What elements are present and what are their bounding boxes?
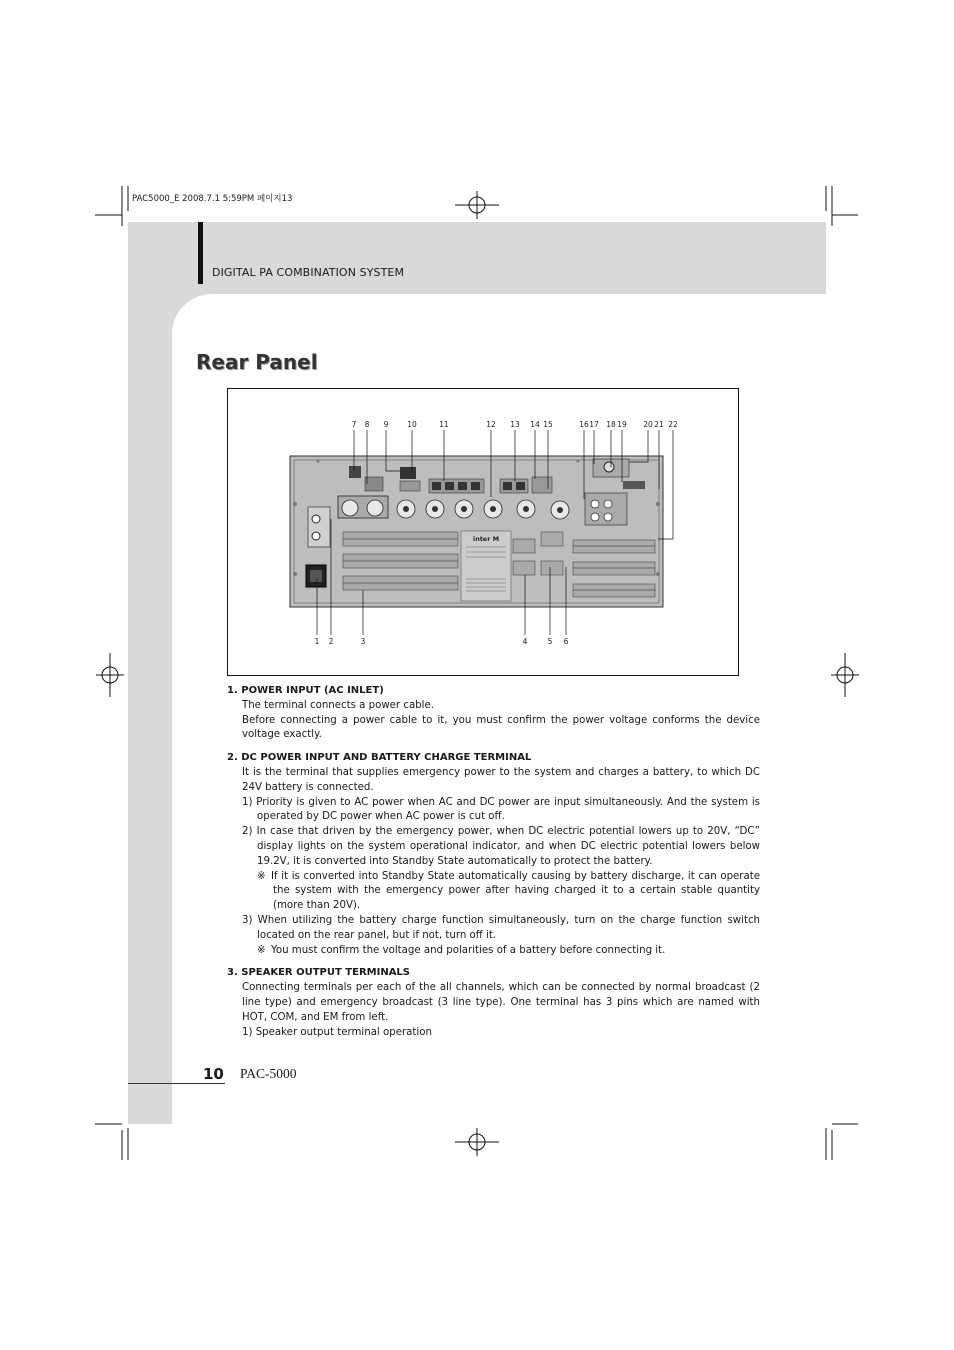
paragraph: 1) Speaker output terminal operation xyxy=(242,1026,432,1038)
callout-10: 10 xyxy=(407,420,417,429)
section-title: 1. POWER INPUT (AC INLET) xyxy=(227,685,384,696)
section-title: 2. DC POWER INPUT AND BATTERY CHARGE TERMINAL xyxy=(227,752,532,764)
note-mark: ※ xyxy=(257,944,266,956)
callout-12: 12 xyxy=(486,420,496,429)
list-item: 3) When utilizing the battery charge function simultaneously, turn on the charge function switch located on the rear panel, but if not, turn off it. xyxy=(242,914,760,941)
callout-2: 2 xyxy=(328,637,334,646)
callout-5: 5 xyxy=(547,637,553,646)
callout-22: 22 xyxy=(668,420,678,429)
callout-9: 9 xyxy=(383,420,389,429)
rear-panel-drawing xyxy=(228,389,737,674)
header-band xyxy=(128,222,826,294)
callout-13: 13 xyxy=(510,420,520,429)
page-number: 10 xyxy=(203,1065,224,1083)
section-power-input xyxy=(227,684,760,743)
body-content xyxy=(227,684,760,1040)
paragraph: Before connecting a power cable to it, you must confirm the power voltage conforms the device voltage exactly. xyxy=(242,714,760,741)
list-item: 1) Priority is given to AC power when AC and DC power are input simultaneously. And the system is operated by DC power when AC power is cut off. xyxy=(242,796,760,823)
paragraph: The terminal connects a power cable. xyxy=(242,699,434,711)
callout-7: 7 xyxy=(351,420,357,429)
callout-4: 4 xyxy=(522,637,528,646)
side-band xyxy=(128,222,172,1124)
rear-panel-figure xyxy=(227,388,739,676)
callout-8: 8 xyxy=(364,420,370,429)
callout-19: 19 xyxy=(617,420,627,429)
callout-18: 18 xyxy=(606,420,616,429)
model-name: PAC-5000 xyxy=(240,1066,297,1081)
callout-21: 21 xyxy=(654,420,664,429)
header-label: DIGITAL PA COMBINATION SYSTEM xyxy=(212,266,405,279)
section-dc-power xyxy=(227,751,760,958)
section-title: 3. SPEAKER OUTPUT TERMINALS xyxy=(227,967,411,979)
paragraph: It is the terminal that supplies emergency power to the system and charges a battery, to which DC 24V battery is connected. xyxy=(242,766,760,793)
note xyxy=(257,870,760,914)
callout-3: 3 xyxy=(360,637,366,646)
section-speaker-output xyxy=(227,966,760,1040)
note xyxy=(257,944,760,959)
note-text: If it is converted into Standby State automatically causing by battery discharge, it can operate the system with the emergency power after having charged it to a certain stable quantity (more than 20V). xyxy=(271,870,760,912)
callout-16: 16 xyxy=(579,420,589,429)
callout-1: 1 xyxy=(314,637,320,646)
note-text: You must confirm the voltage and polarities of a battery before connecting it. xyxy=(271,944,666,956)
brand-logo: inter M xyxy=(472,535,500,543)
paragraph: Connecting terminals per each of the all channels, which can be connected by normal broadcast (2 line type) and emergency broadcast (3 line type). One terminal has 3 pins which are named with HOT, COM, and EM from left. xyxy=(242,982,760,1023)
callout-17: 17 xyxy=(589,420,599,429)
callout-15: 15 xyxy=(543,420,553,429)
callout-6: 6 xyxy=(563,637,569,646)
list-item: 2) In case that driven by the emergency power, when DC electric potential lowers up to 20V, “DC” display lights on the system operational indicator, and when DC electric potential lowers below 19.2V, it is converted into Standby State automatically to protect the battery. xyxy=(242,826,760,867)
footer-rule xyxy=(128,1083,225,1084)
callout-11: 11 xyxy=(439,420,449,429)
header-accent-bar xyxy=(198,222,203,284)
note-mark: ※ xyxy=(257,870,266,882)
callout-20: 20 xyxy=(643,420,653,429)
callout-14: 14 xyxy=(530,420,540,429)
page-title: Rear Panel xyxy=(196,350,318,374)
print-slug: PAC5000_E 2008.7.1 5:59PM 페이지13 xyxy=(132,194,293,204)
